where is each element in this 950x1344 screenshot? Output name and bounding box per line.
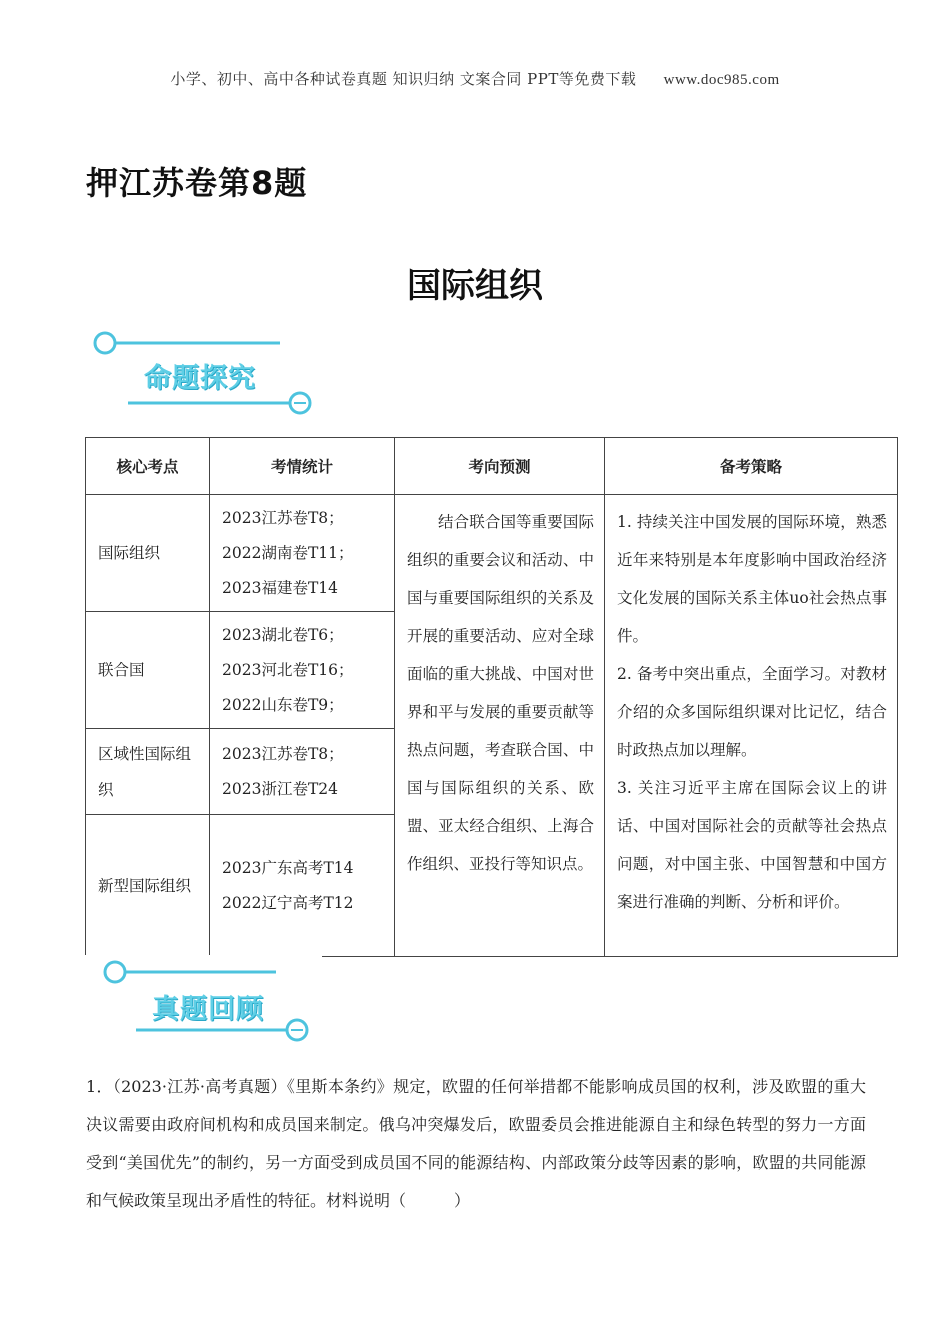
strategy-item: 1. 持续关注中国发展的国际环境，熟悉近年来特别是本年度影响中国政治经济文化发展的国际关系主体uo社会热点事件。	[617, 513, 887, 645]
core-point-cell: 新型国际组织	[86, 815, 210, 957]
header-url[interactable]: www.doc985.com	[663, 72, 780, 88]
review-banner	[84, 955, 322, 1050]
stats-line: 2023江苏卷T8；	[222, 744, 344, 763]
stats-line: 2023广东高考T14	[222, 858, 354, 877]
exploration-banner	[90, 328, 320, 418]
column-header: 备考策略	[605, 438, 898, 495]
strategy-item: 2. 备考中突出重点，全面学习。对教材介绍的众多国际组织课对比记忆，结合时政热点加以理解。	[617, 665, 887, 759]
column-header: 考向预测	[395, 438, 605, 495]
stats-line: 2023江苏卷T8；	[222, 508, 344, 527]
stats-line: 2023浙江卷T24	[222, 779, 339, 798]
question-1: 1．（2023·江苏·高考真题）《里斯本条约》规定，欧盟的任何举措都不能影响成员国的权利，涉及欧盟的重大决议需要由政府间机构和成员国来制定。俄乌冲突爆发后，欧盟委员会推进能源自主和绿色转型的努力一方面受到“美国优先”的制约，另一方面受到成员国不同的能源结构、内部政策分歧等因素的影响，欧盟的共同能源和气候政策呈现出矛盾性的特征。材料说明（ ）	[86, 1077, 866, 1210]
exploration-banner-label: 命题探究	[144, 363, 256, 394]
table-row	[86, 495, 898, 612]
stats-line: 2022辽宁高考T12	[222, 893, 354, 912]
core-point-cell: 联合国	[86, 612, 210, 729]
header-text: 小学、初中、高中各种试卷真题 知识归纳 文案合同 PPT等免费下载	[170, 70, 637, 88]
strategy-item: 3. 关注习近平主席在国际会议上的讲话、中国对国际社会的贡献等社会热点问题，对中国主张、中国智慧和中国方案进行准确的判断、分析和评价。	[617, 779, 887, 911]
document-title: 押江苏卷第8题	[86, 164, 308, 202]
stats-cell	[210, 612, 395, 729]
stats-line: 2023福建卷T14	[222, 578, 339, 597]
topic-title: 国际组织	[407, 266, 543, 306]
review-banner-label: 真题回顾	[152, 994, 264, 1025]
stats-cell	[210, 815, 395, 957]
prediction-cell: 结合联合国等重要国际组织的重要会议和活动、中国与重要国际组织的关系及开展的重要活动、应对全球面临的重大挑战、中国对世界和平与发展的重要贡献等热点问题，考查联合国、中国与国际组织的关系、欧盟、亚太经合组织、上海合作组织、亚投行等知识点。	[395, 495, 605, 957]
exam-plan-table	[85, 437, 898, 957]
stats-line: 2023河北卷T16；	[222, 660, 354, 679]
core-point-cell: 区域性国际组织	[86, 729, 210, 815]
strategy-cell	[605, 495, 898, 957]
core-point-cell: 国际组织	[86, 495, 210, 612]
table-header-row	[86, 438, 898, 495]
column-header: 考情统计	[210, 438, 395, 495]
stats-line: 2022湖南卷T11；	[222, 543, 354, 562]
stats-line: 2022山东卷T9；	[222, 695, 344, 714]
stats-cell	[210, 495, 395, 612]
column-header: 核心考点	[86, 438, 210, 495]
stats-cell	[210, 729, 395, 815]
stats-line: 2023湖北卷T6；	[222, 625, 344, 644]
page-header	[0, 68, 950, 89]
